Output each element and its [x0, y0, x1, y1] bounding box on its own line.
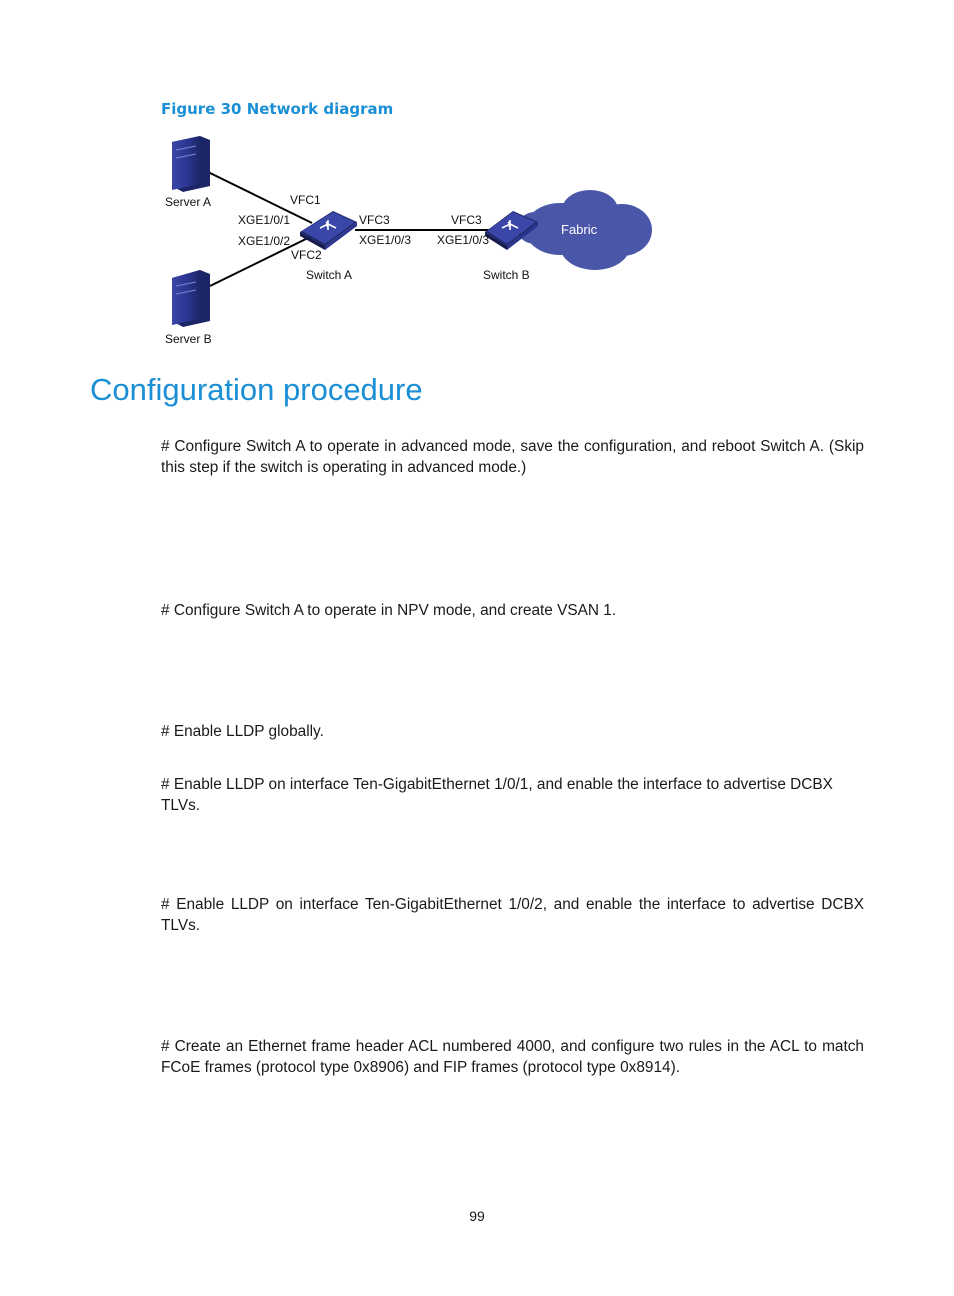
vfc3-switch-a-label: VFC3: [359, 213, 390, 227]
xge-a1-label: XGE1/0/1: [238, 213, 291, 227]
paragraph-npv-mode: # Configure Switch A to operate in NPV mode, and create VSAN 1.: [161, 602, 617, 619]
server-a-label: Server A: [165, 195, 212, 209]
server-b-icon: [172, 270, 210, 327]
switch-b-label: Switch B: [483, 268, 530, 282]
switch-a-label: Switch A: [306, 268, 353, 282]
paragraph-acl: # Create an Ethernet frame header ACL numbered 4000, and configure two rules in the ACL to match FCoE frames (protocol type 0x8906) and FIP frames (protocol type 0x8914).: [161, 1038, 864, 1076]
page-number: 99: [469, 1208, 485, 1224]
figure-caption: Figure 30 Network diagram: [161, 100, 394, 118]
paragraph-lldp-port-1: # Enable LLDP on interface Ten-GigabitEthernet 1/0/1, and enable the interface to advertise DCBX TLVs.: [161, 776, 833, 814]
section-title: Configuration procedure: [90, 372, 423, 407]
xge-b3-label: XGE1/0/3: [437, 233, 490, 247]
server-b-label: Server B: [165, 332, 212, 346]
vfc3-switch-b-label: VFC3: [451, 213, 482, 227]
vfc1-label: VFC1: [290, 193, 321, 207]
paragraph-advanced-mode: # Configure Switch A to operate in advanced mode, save the configuration, and reboot Switch A. (Skip this step if the switch is operating in advanced mode.): [161, 438, 864, 476]
fabric-cloud: [517, 190, 652, 270]
network-diagram: [150, 128, 670, 353]
paragraph-enable-lldp: # Enable LLDP globally.: [161, 723, 324, 740]
xge-a3-label: XGE1/0/3: [359, 233, 412, 247]
switch-a-icon: [300, 211, 357, 250]
vfc2-label: VFC2: [291, 248, 322, 262]
paragraph-lldp-port-2: # Enable LLDP on interface Ten-GigabitEthernet 1/0/2, and enable the interface to advertise DCBX TLVs.: [161, 896, 864, 934]
fabric-label: Fabric: [561, 222, 598, 237]
xge-a2-label: XGE1/0/2: [238, 234, 291, 248]
server-a-icon: [172, 136, 210, 192]
